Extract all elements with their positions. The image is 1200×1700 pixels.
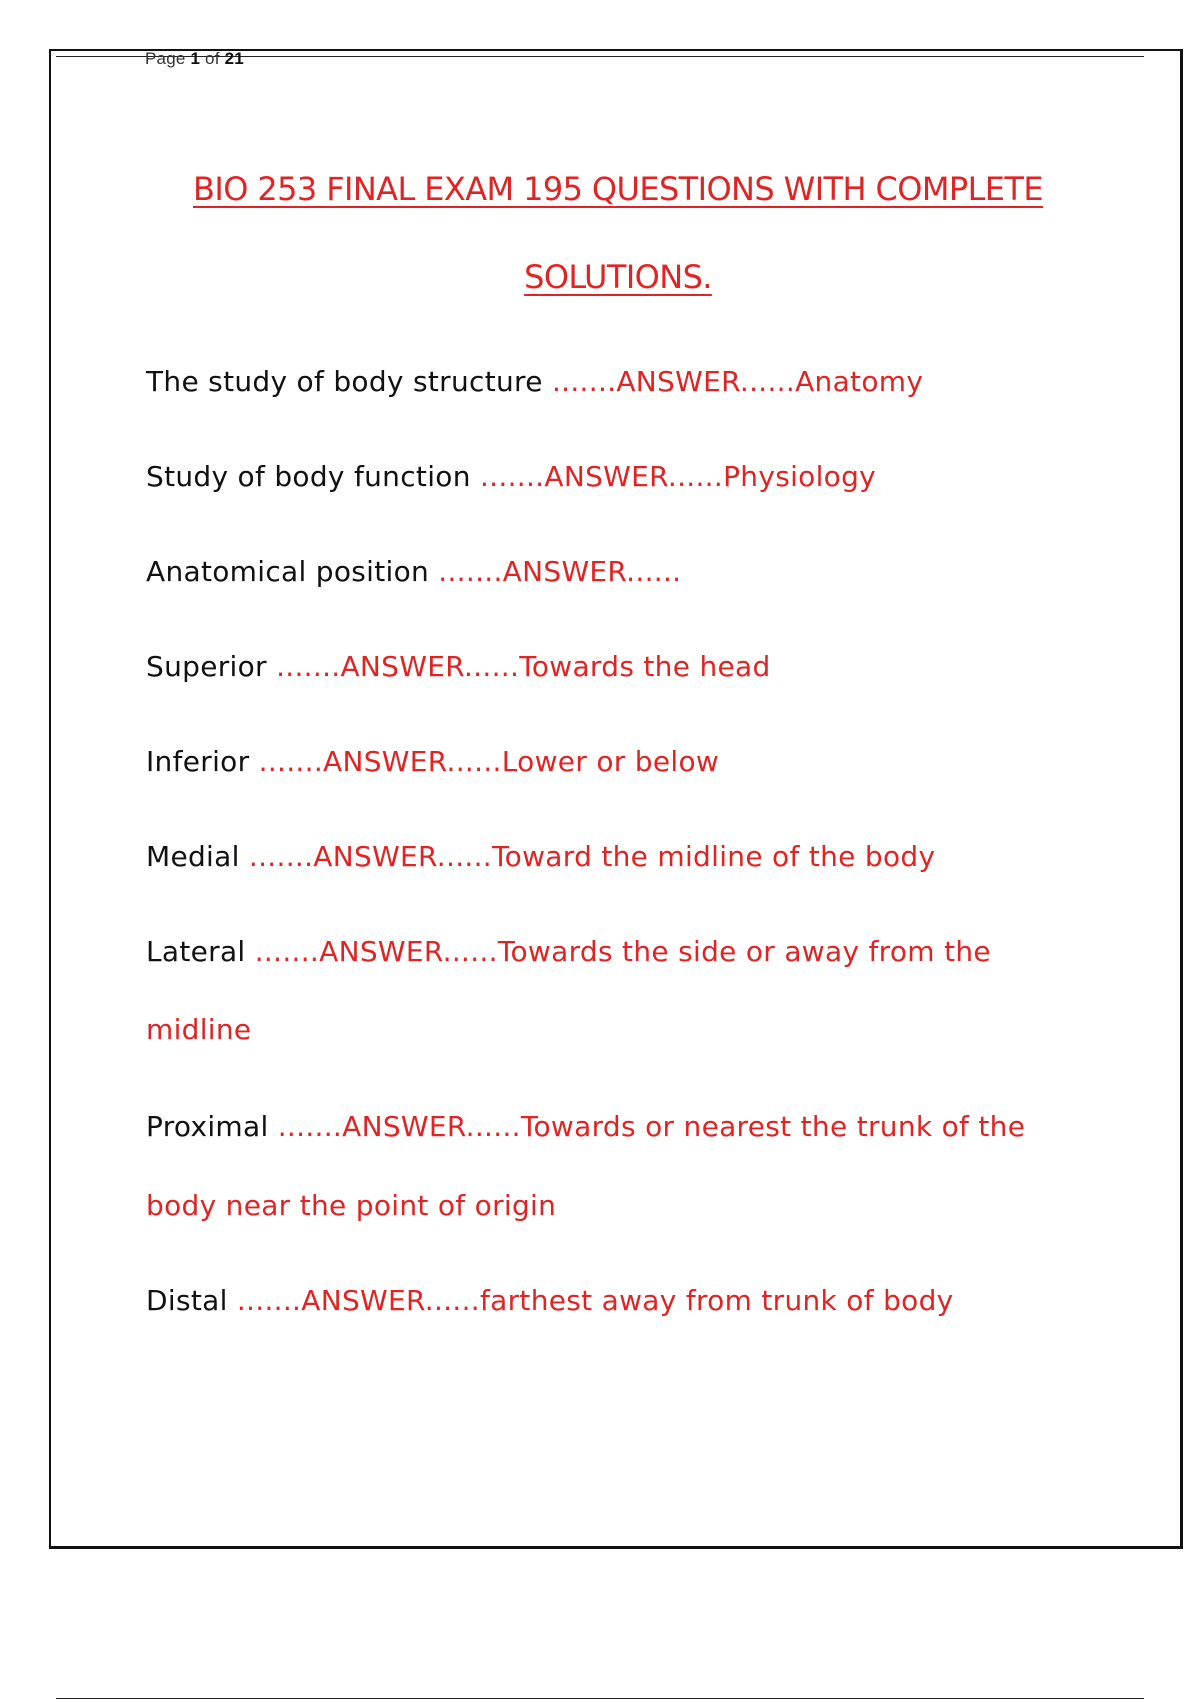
qa-item-lateral	[146, 935, 991, 968]
question: Study of body function	[146, 460, 471, 493]
answer-separator: .......ANSWER......	[258, 745, 502, 778]
answer: Anatomy	[795, 365, 924, 398]
document-title-line-1: BIO 253 FINAL EXAM 195 QUESTIONS WITH COMPLETE	[193, 170, 1043, 208]
page-total: 21	[224, 49, 244, 68]
answer-separator: .......ANSWER......	[236, 1284, 480, 1317]
qa-item-inferior	[146, 745, 719, 778]
question: Proximal	[146, 1110, 269, 1143]
answer: Towards or nearest the trunk of the	[520, 1110, 1026, 1143]
qa-item-distal	[146, 1284, 954, 1317]
page-word: Page	[145, 49, 186, 68]
page-current: 1	[190, 49, 201, 68]
question: Medial	[146, 840, 240, 873]
question: Superior	[146, 650, 267, 683]
answer-continuation: body near the point of origin	[146, 1189, 557, 1222]
answer: Towards the head	[519, 650, 771, 683]
question: The study of body structure	[146, 365, 543, 398]
answer-separator: .......ANSWER......	[479, 460, 724, 493]
answer-separator: .......ANSWER......	[276, 650, 520, 683]
qa-item-medial	[146, 840, 935, 873]
page-number	[145, 49, 244, 69]
question: Lateral	[146, 935, 246, 968]
answer-continuation: midline	[146, 1013, 252, 1046]
answer: farthest away from trunk of body	[479, 1284, 954, 1317]
answer-separator: .......ANSWER......	[254, 935, 498, 968]
answer-separator: .......ANSWER......	[277, 1110, 521, 1143]
qa-item-anatomical-position	[146, 555, 681, 588]
question: Anatomical position	[146, 555, 430, 588]
document-title-line-2: SOLUTIONS.	[524, 258, 712, 296]
next-page-header-rule	[56, 1698, 1144, 1699]
answer-separator: .......ANSWER......	[551, 365, 796, 398]
qa-item-superior	[146, 650, 771, 683]
answer: Towards the side or away from the	[497, 935, 991, 968]
page-of: of	[205, 49, 220, 68]
question: Inferior	[146, 745, 250, 778]
qa-item-proximal	[146, 1110, 1025, 1143]
qa-item-physiology	[146, 460, 876, 493]
answer-separator: .......ANSWER......	[248, 840, 493, 873]
question: Distal	[146, 1284, 228, 1317]
answer: Physiology	[723, 460, 877, 493]
answer-separator: .......ANSWER......	[438, 555, 682, 588]
answer: Lower or below	[501, 745, 720, 778]
answer: Toward the midline of the body	[492, 840, 936, 873]
qa-item-anatomy	[146, 365, 923, 398]
